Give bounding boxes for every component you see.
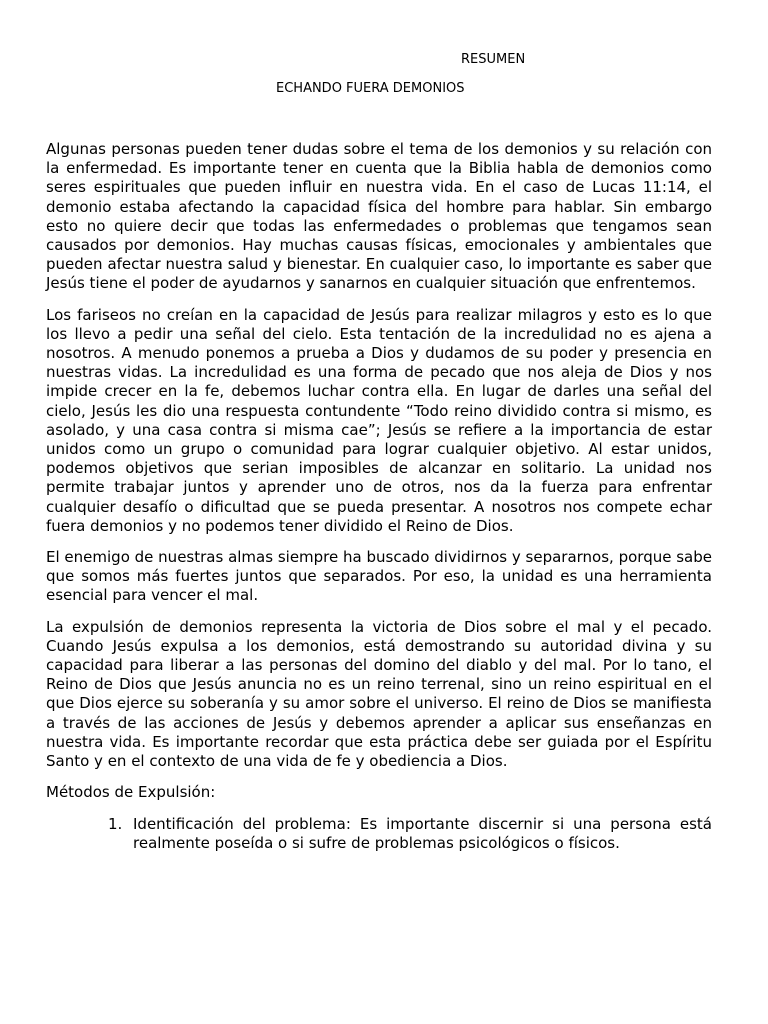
document-body xyxy=(46,140,712,853)
list-item xyxy=(108,814,712,853)
methods-list xyxy=(46,815,712,853)
document-title: ECHANDO FUERA DEMONIOS xyxy=(276,81,465,96)
list-item-text: Identificación del problema: Es importante discernir si una persona está realmente poseída o si sufre de problemas psicológicos o físicos. xyxy=(133,814,712,852)
methods-heading: Métodos de Expulsión: xyxy=(46,783,216,802)
paragraph-1: Algunas personas pueden tener dudas sobre el tema de los demonios y su relación con la enfermedad. Es importante tener en cuenta que la Biblia habla de demonios como seres espirituales que pueden influir en nuestra vida. En el caso de Lucas 11:14, el demonio estaba afectando la capacidad física del hombre para hablar. Sin embargo esto no quiere decir que todas las enfermedades o problemas que tengamos sean causados por demonios. Hay muchas causas físicas, emocionales y ambientales que pueden afectar nuestra salud y bienestar. En cualquier caso, lo importante es saber que Jesús tiene el poder de ayudarnos y sanarnos en cualquier situación que enfrentemos. xyxy=(46,140,712,293)
paragraph-4: La expulsión de demonios representa la victoria de Dios sobre el mal y el pecado. Cuando Jesús expulsa a los demonios, está demostrando su autoridad divina y su capacidad para liberar a las personas del domino del diablo y del mal. Por lo tano, el Reino de Dios que Jesús anuncia no es un reino terrenal, sino un reino espiritual en el que Dios ejerce su soberanía y su amor sobre el universo. El reino de Dios se manifiesta a través de las acciones de Jesús y debemos aprender a aplicar sus enseñanzas en nuestra vida. Es importante recordar que esta práctica debe ser guiada por el Espíritu Santo y en el contexto de una vida de fe y obediencia a Dios. xyxy=(46,617,712,771)
list-item-number: 1. xyxy=(108,814,123,833)
paragraph-2: Los fariseos no creían en la capacidad de Jesús para realizar milagros y esto es lo que los llevo a pedir una señal del cielo. Esta tentación de la incredulidad no es ajena a nosotros. A menudo ponemos a prueba a Dios y dudamos de su poder y presencia en nuestras vidas. La incredulidad es una forma de pecado que nos aleja de Dios y nos impide crecer en la fe, debemos luchar contra ella. En lugar de darles una señal del cielo, Jesús les dio una respuesta contundente “Todo reino dividido contra si mismo, es asolado, y una casa contra si misma cae”; Jesús se refiere a la importancia de estar unidos como un grupo o comunidad para lograr cualquier objetivo. Al estar unidos, podemos objetivos que serian imposibles de alcanzar en solitario. La unidad nos permite trabajar juntos y aprender uno de otros, nos da la fuerza para enfrentar cualquier desafío o dificultad que se pueda presentar. A nosotros nos compete echar fuera demonios y no podemos tener dividido el Reino de Dios. xyxy=(46,305,712,535)
document-label: RESUMEN xyxy=(461,52,526,67)
paragraph-3: El enemigo de nuestras almas siempre ha buscado dividirnos y separarnos, porque sabe que somos más fuertes juntos que separados. Por eso, la unidad es una herramienta esencial para vencer el mal. xyxy=(46,548,712,605)
